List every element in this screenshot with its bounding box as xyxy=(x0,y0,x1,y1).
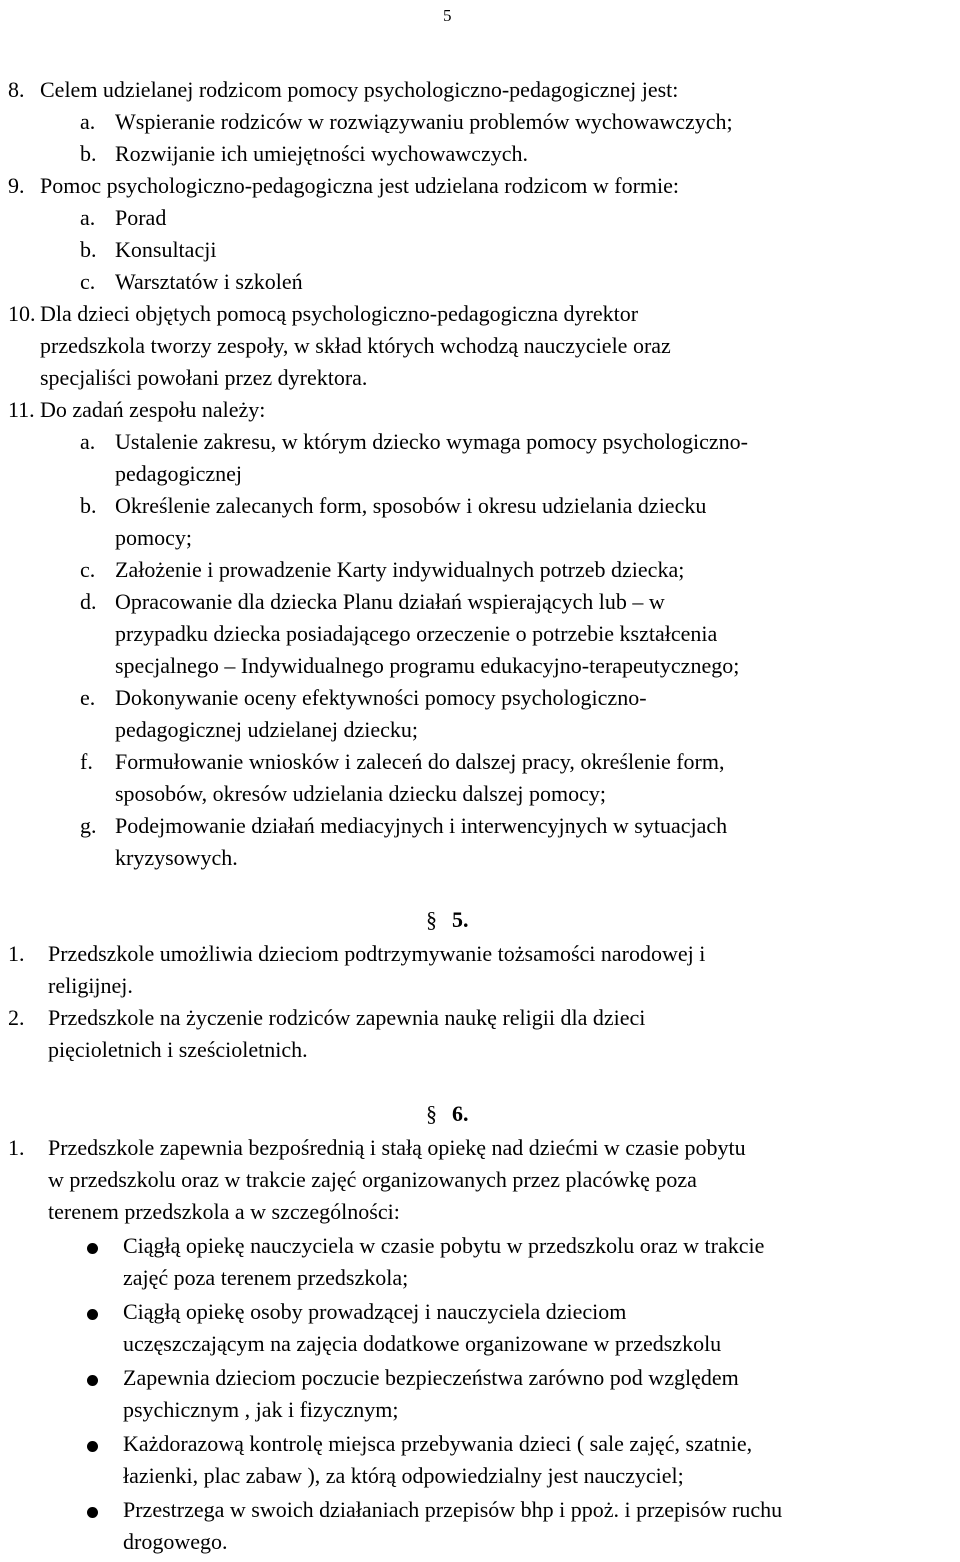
section-title: 6. xyxy=(452,1101,469,1126)
item-text-continued: religijnej. xyxy=(48,973,133,998)
bullet-icon xyxy=(87,1441,98,1452)
bullet-text: Każdorazową kontrolę miejsca przebywania dzieci ( sale zajęć, szatnie, xyxy=(123,1431,753,1456)
subitem-text-continued: pedagogicznej xyxy=(115,461,243,486)
subitem-text: Rozwijanie ich umiejętności wychowawczych. xyxy=(115,141,528,166)
subitem-letter: a. xyxy=(80,429,96,454)
subitem-text: Porad xyxy=(115,205,167,230)
item-text: Przedszkole na życzenie rodziców zapewnia naukę religii dla dzieci xyxy=(48,1005,646,1030)
bullet-text: Zapewnia dzieciom poczucie bezpieczeństwa zarówno pod względem xyxy=(123,1365,739,1390)
item-number: 2. xyxy=(8,1005,25,1030)
subitem-letter: d. xyxy=(80,589,97,614)
bullet-text-continued: uczęszczającym na zajęcia dodatkowe organizowane w przedszkolu xyxy=(123,1331,722,1356)
item-text: Przedszkole zapewnia bezpośrednią i stałą opiekę nad dziećmi w czasie pobytu xyxy=(48,1135,746,1160)
subitem-letter: c. xyxy=(80,557,96,582)
subitem-text-continued: kryzysowych. xyxy=(115,845,238,870)
item-number: 11. xyxy=(8,397,35,422)
item-text-continued: terenem przedszkola a w szczególności: xyxy=(48,1199,400,1224)
subitem-text: Określenie zalecanych form, sposobów i okresu udzielania dziecku xyxy=(115,493,707,518)
subitem-text-continued: przypadku dziecka posiadającego orzeczenie o potrzebie kształcenia xyxy=(115,621,718,646)
subitem-text-continued: sposobów, okresów udzielania dziecku dalszej pomocy; xyxy=(115,781,606,806)
subitem-text: Formułowanie wniosków i zaleceń do dalszej pracy, określenie form, xyxy=(115,749,725,774)
item-number: 10. xyxy=(8,301,36,326)
bullet-icon xyxy=(87,1243,98,1254)
bullet-text: Przestrzega w swoich działaniach przepisów bhp i ppoż. i przepisów ruchu xyxy=(123,1497,783,1522)
subitem-letter: a. xyxy=(80,205,96,230)
bullet-text: Ciągłą opiekę osoby prowadzącej i nauczyciela dzieciom xyxy=(123,1299,627,1324)
subitem-text: Ustalenie zakresu, w którym dziecko wymaga pomocy psychologiczno- xyxy=(115,429,748,454)
subitem-text: Założenie i prowadzenie Karty indywidualnych potrzeb dziecka; xyxy=(115,557,685,582)
subitem-text: Konsultacji xyxy=(115,237,217,262)
bullet-icon xyxy=(87,1507,98,1518)
item-number: 9. xyxy=(8,173,25,198)
bullet-text-continued: zajęć poza terenem przedszkola; xyxy=(123,1265,409,1290)
subitem-text-continued: pedagogicznej udzielanej dziecku; xyxy=(115,717,418,742)
item-text-continued: pięcioletnich i sześcioletnich. xyxy=(48,1037,308,1062)
subitem-letter: a. xyxy=(80,109,96,134)
item-text-continued: przedszkola tworzy zespoły, w skład których wchodzą nauczyciele oraz xyxy=(40,333,671,358)
bullet-text-continued: łazienki, plac zabaw ), za którą odpowiedzialny jest nauczyciel; xyxy=(123,1463,684,1488)
subitem-text-continued: pomocy; xyxy=(115,525,192,550)
item-number: 1. xyxy=(8,1135,25,1160)
subitem-text: Dokonywanie oceny efektywności pomocy psychologiczno- xyxy=(115,685,647,710)
bullet-text-continued: drogowego. xyxy=(123,1529,228,1554)
page-number: 5 xyxy=(443,6,452,25)
subitem-text: Warsztatów i szkoleń xyxy=(115,269,303,294)
item-text-continued: specjaliści powołani przez dyrektora. xyxy=(40,365,368,390)
subitem-letter: f. xyxy=(80,749,93,774)
section-title: 5. xyxy=(452,907,469,932)
subitem-letter: e. xyxy=(80,685,96,710)
item-text: Przedszkole umożliwia dzieciom podtrzymywanie tożsamości narodowej i xyxy=(48,941,706,966)
bullet-text-continued: psychicznym , jak i fizycznym; xyxy=(123,1397,399,1422)
item-text: Dla dzieci objętych pomocą psychologiczno-pedagogiczna dyrektor xyxy=(40,301,639,326)
section-sign: § xyxy=(426,907,437,932)
bullet-icon xyxy=(87,1375,98,1386)
subitem-letter: b. xyxy=(80,237,97,262)
subitem-text-continued: specjalnego – Indywidualnego programu edukacyjno-terapeutycznego; xyxy=(115,653,740,678)
subitem-letter: g. xyxy=(80,813,97,838)
item-text: Celem udzielanej rodzicom pomocy psychologiczno-pedagogicznej jest: xyxy=(40,77,679,102)
item-number: 1. xyxy=(8,941,25,966)
bullet-icon xyxy=(87,1309,98,1320)
subitem-text: Opracowanie dla dziecka Planu działań wspierających lub – w xyxy=(115,589,665,614)
bullet-text: Ciągłą opiekę nauczyciela w czasie pobytu w przedszkolu oraz w trakcie xyxy=(123,1233,765,1258)
item-text: Pomoc psychologiczno-pedagogiczna jest udzielana rodzicom w formie: xyxy=(40,173,680,198)
subitem-text: Podejmowanie działań mediacyjnych i interwencyjnych w sytuacjach xyxy=(115,813,728,838)
item-number: 8. xyxy=(8,77,25,102)
subitem-letter: b. xyxy=(80,141,97,166)
section-sign: § xyxy=(426,1101,437,1126)
subitem-letter: c. xyxy=(80,269,96,294)
subitem-letter: b. xyxy=(80,493,97,518)
item-text-continued: w przedszkolu oraz w trakcie zajęć organizowanych przez placówkę poza xyxy=(48,1167,697,1192)
item-text: Do zadań zespołu należy: xyxy=(40,397,266,422)
subitem-text: Wspieranie rodziców w rozwiązywaniu problemów wychowawczych; xyxy=(115,109,733,134)
